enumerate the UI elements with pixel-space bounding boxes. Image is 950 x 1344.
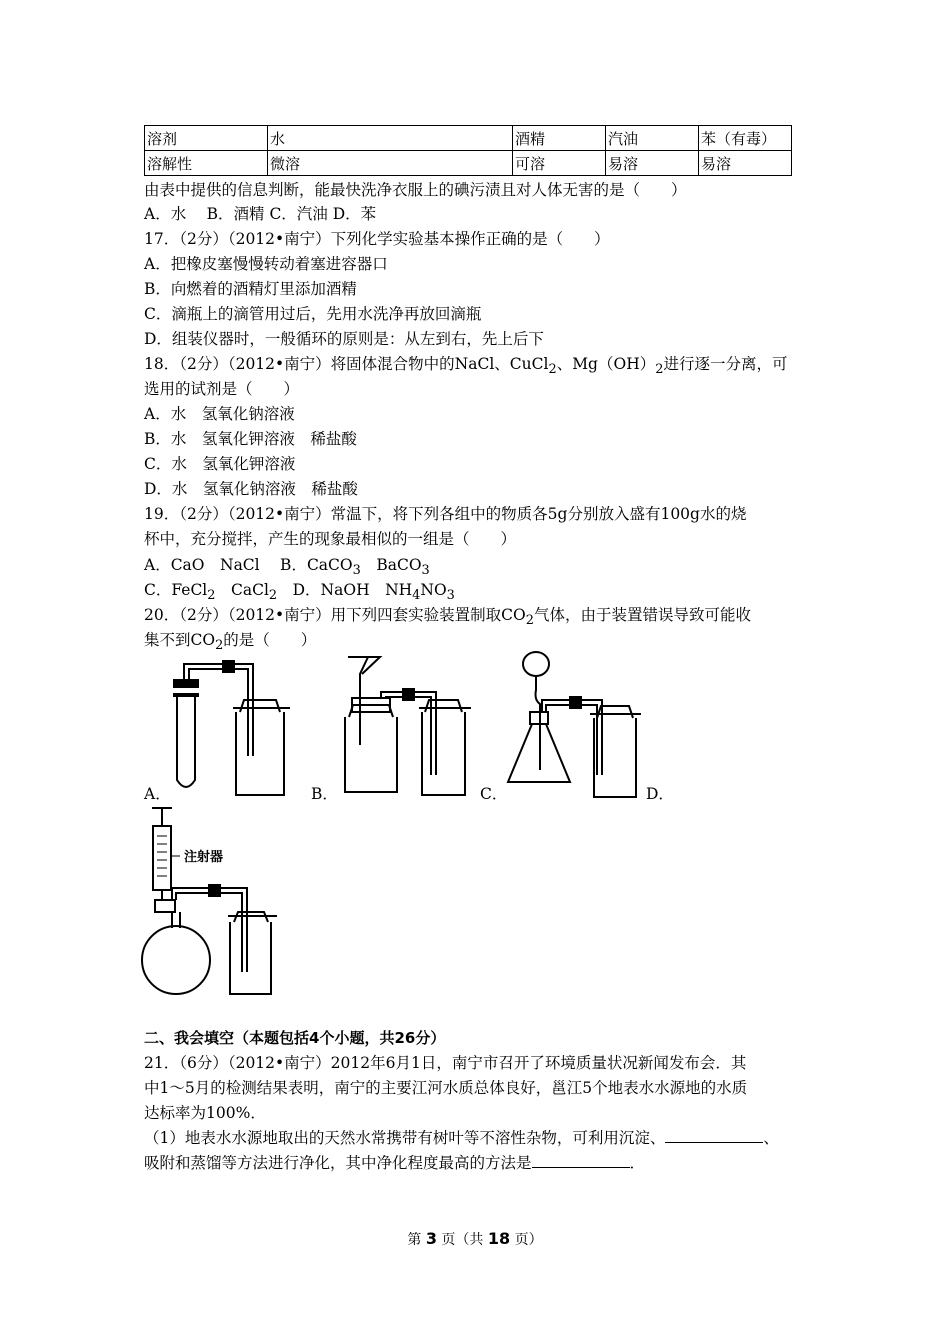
subscript: 3 [446, 588, 455, 604]
q20-text: 20．（2分）（2012•南宁）用下列四套实验装置制取CO [144, 606, 526, 624]
q18-option-b: B．水 氢氧化钾溶液 稀盐酸 [144, 430, 357, 448]
table-cell: 溶解性 [145, 151, 268, 176]
q18-option-c: C．水 氢氧化钾溶液 [144, 455, 296, 473]
apparatus-a-diagram [172, 661, 290, 795]
q20-text: 集不到CO [144, 631, 216, 649]
q20-text: 的是（ ） [223, 631, 317, 649]
q18-option-d: D．水 氢氧化钠溶液 稀盐酸 [144, 480, 358, 498]
table-cell: 酒精 [513, 126, 606, 151]
table-cell: 苯（有毒） [699, 126, 792, 151]
q17-option-c: C．滴瓶上的滴管用过后，先用水洗净再放回滴瓶 [144, 305, 482, 323]
q21-text: ． [629, 1154, 646, 1172]
table-cell: 可溶 [513, 151, 606, 176]
q19-stem-2: 杯中，充分搅拌，产生的现象最相似的一组是（ ） [144, 530, 517, 548]
q19-text: BaCO [360, 556, 422, 574]
q16-options: A．水 B．酒精 C．汽油 D．苯 [144, 205, 377, 223]
q19-text: D．NaOH NH [277, 581, 413, 599]
q18-stem-2: 选用的试剂是（ ） [144, 380, 300, 398]
subscript: 3 [352, 563, 361, 579]
subscript: 2 [268, 588, 278, 604]
q21-line-1: 21．（6分）（2012•南宁）2012年6月1日，南宁市召开了环境质量状况新闻发布会．其 [144, 1054, 747, 1072]
subscript: 2 [655, 362, 664, 378]
apparatus-d-diagram [142, 808, 277, 994]
q17-option-a: A．把橡皮塞慢慢转动着塞进容器口 [144, 255, 388, 273]
answer-blank[interactable] [665, 1128, 763, 1143]
q18-stem-text: 进行逐一分离，可 [663, 355, 788, 373]
page-number: 3 [425, 1229, 437, 1248]
table-cell: 溶剂 [145, 126, 268, 151]
section-2-title: 二、我会填空（本题包括4个小题，共26分） [144, 1029, 446, 1047]
q18-option-a: A．水 氢氧化钠溶液 [144, 405, 295, 423]
subscript: 2 [215, 638, 224, 654]
option-d-label: D． [646, 785, 674, 803]
subscript: 2 [207, 588, 216, 604]
footer-text: 第 [407, 1232, 426, 1248]
q19-text: NO [420, 581, 447, 599]
q21-line-2: 中1～5月的检测结果表明，南宁的主要江河水质总体良好，邕江5个地表水水源地的水质 [144, 1079, 748, 1097]
table-cell: 易溶 [606, 151, 699, 176]
q17-option-d: D．组装仪器时，一般循环的原则是：从左到右，先上后下 [144, 330, 544, 348]
table-cell: 易溶 [699, 151, 792, 176]
answer-blank[interactable] [532, 1153, 630, 1168]
option-b-label: B． [311, 785, 338, 803]
q21-text: （1）地表水水源地取出的天然水常携带有树叶等不溶性杂物，可利用沉淀、 [144, 1129, 666, 1147]
subscript: 3 [421, 563, 430, 579]
subscript: 2 [548, 362, 557, 378]
q19-text: A．CaO NaCl B．CaCO [144, 556, 353, 574]
q17-option-b: B．向燃着的酒精灯里添加酒精 [144, 280, 357, 298]
q19-stem: 19．（2分）（2012•南宁）常温下，将下列各组中的物质各5g分别放入盛有100g水的烧 [144, 505, 747, 523]
syringe-label: 注射器 [184, 850, 224, 865]
table-cell: 汽油 [606, 126, 699, 151]
q21-text: 吸附和蒸馏等方法进行净化，其中净化程度最高的方法是 [144, 1154, 532, 1172]
q19-text: CaCl [215, 581, 269, 599]
apparatus-c-diagram [508, 652, 641, 797]
q19-text: C．FeCl [144, 581, 208, 599]
footer-text: 页） [510, 1232, 543, 1248]
table-cell: 微溶 [268, 151, 513, 176]
q16-stem: 由表中提供的信息判断，能最快洗净衣服上的碘污渍且对人体无害的是（ ） [144, 181, 687, 199]
q20-text: 气体，由于装置错误导致可能收 [533, 606, 751, 624]
subscript: 4 [412, 588, 421, 604]
option-c-label: C． [480, 785, 508, 803]
page-total: 18 [487, 1229, 511, 1248]
apparatus-b-diagram [345, 657, 471, 795]
q18-stem-text: 、Mg（OH） [556, 355, 656, 373]
q21-text: 、 [763, 1129, 779, 1147]
q21-line-3: 达标率为100%． [144, 1104, 266, 1122]
page-footer [0, 1229, 950, 1249]
option-a-label: A． [144, 785, 171, 803]
q21-part-1-cont [144, 1153, 645, 1173]
table-cell: 水 [268, 126, 513, 151]
q21-part-1 [144, 1128, 779, 1148]
subscript: 2 [525, 613, 534, 629]
q18-stem-text: 18．（2分）（2012•南宁）将固体混合物中的NaCl、CuCl [144, 355, 549, 373]
q17-stem: 17．（2分）（2012•南宁）下列化学实验基本操作正确的是（ ） [144, 230, 610, 248]
footer-text: 页（共 [436, 1232, 488, 1248]
